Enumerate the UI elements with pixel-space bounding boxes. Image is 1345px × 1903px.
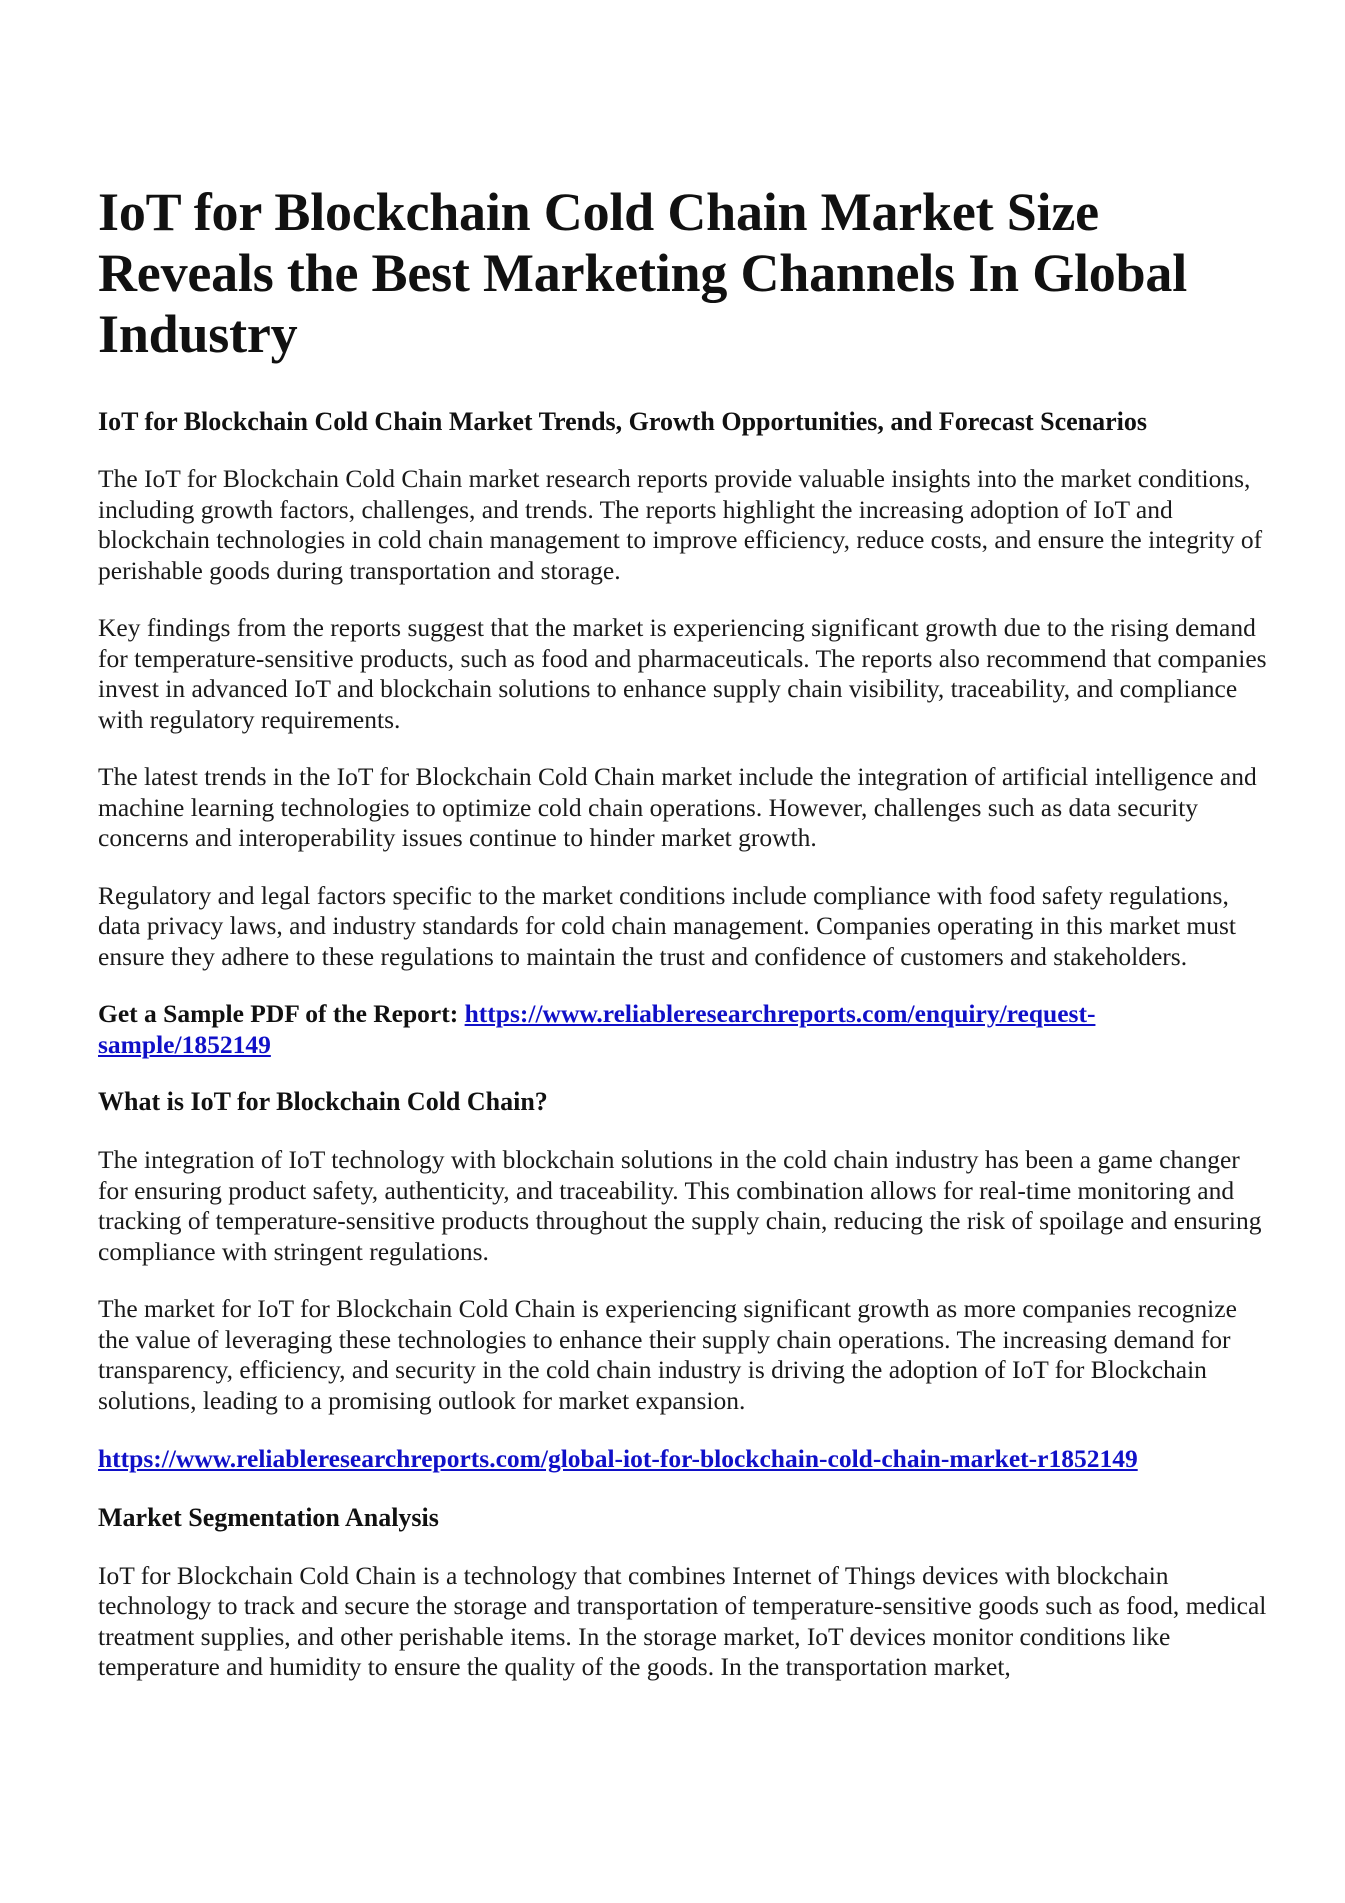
paragraph-segmentation: IoT for Blockchain Cold Chain is a technology that combines Internet of Things devices with blockchain technology to track and secure the storage and transportation of temperature-sensitive goods such as food, medical treatment supplies, and other perishable items. In the storage market, IoT devices monitor conditions like temperature and humidity to ensure the quality of the goods. In the transportation market, — [98, 1560, 1267, 1681]
paragraph-what-is: The integration of IoT technology with blockchain solutions in the cold chain industry has been a game changer for ensuring product safety, authenticity, and traceability. This combination allows for real-time monitoring and tracking of temperature-sensitive products throughout the supply chain, reducing the risk of spoilage and ensuring compliance with stringent regulations. — [98, 1145, 1262, 1266]
report-link-line — [98, 1444, 1268, 1475]
paragraph-latest-trends: The latest trends in the IoT for Blockchain Cold Chain market include the integration of artificial intelligence and machine learning technologies to optimize cold chain operations. However, challenges such as data security concerns and interoperability issues continue to hinder market growth. — [98, 762, 1257, 852]
page-title: IoT for Blockchain Cold Chain Market Size Reveals the Best Marketing Channels In Global Industry — [98, 182, 1188, 364]
paragraph-key-findings: Key findings from the reports suggest that the market is experiencing significant growth due to the rising demand for temperature-sensitive products, such as food and pharmaceuticals. The reports also recommend that companies invest in advanced IoT and blockchain solutions to enhance supply chain visibility, traceability, and compliance with regulatory requirements. — [98, 613, 1267, 734]
what-is-heading: What is IoT for Blockchain Cold Chain? — [98, 1087, 548, 1116]
sample-pdf-label: Get a Sample PDF of the Report: — [98, 999, 465, 1028]
report-link[interactable]: https://www.reliableresearchreports.com/global-iot-for-blockchain-cold-chain-market-r1852149 — [98, 1444, 1138, 1473]
paragraph-market-growth: The market for IoT for Blockchain Cold Chain is experiencing significant growth as more companies recognize the value of leveraging these technologies to enhance their supply chain operations. The increasing demand for transparency, efficiency, and security in the cold chain industry is driving the adoption of IoT for Blockchain solutions, leading to a promising outlook for market expansion. — [98, 1294, 1237, 1415]
document-page — [98, 182, 1268, 1683]
sample-pdf-link[interactable]: https://www.reliableresearchreports.com/enquiry/request-sample/1852149 — [98, 999, 1096, 1059]
sample-pdf-line — [98, 999, 1268, 1060]
paragraph-regulatory: Regulatory and legal factors specific to the market conditions include compliance with food safety regulations, data privacy laws, and industry standards for cold chain management. Companies operating in this market must ensure they adhere to these regulations to maintain the trust and confidence of customers and stakeholders. — [98, 880, 1236, 971]
segmentation-heading: Market Segmentation Analysis — [98, 1502, 439, 1532]
paragraph-intro: The IoT for Blockchain Cold Chain market research reports provide valuable insights into the market conditions, including growth factors, challenges, and trends. The reports highlight the increasing adoption of IoT and blockchain technologies in cold chain management to improve efficiency, reduce costs, and ensure the integrity of perishable goods during transportation and storage. — [98, 464, 1263, 585]
section-subtitle: IoT for Blockchain Cold Chain Market Trends, Growth Opportunities, and Forecast Scenarios — [98, 407, 1148, 436]
